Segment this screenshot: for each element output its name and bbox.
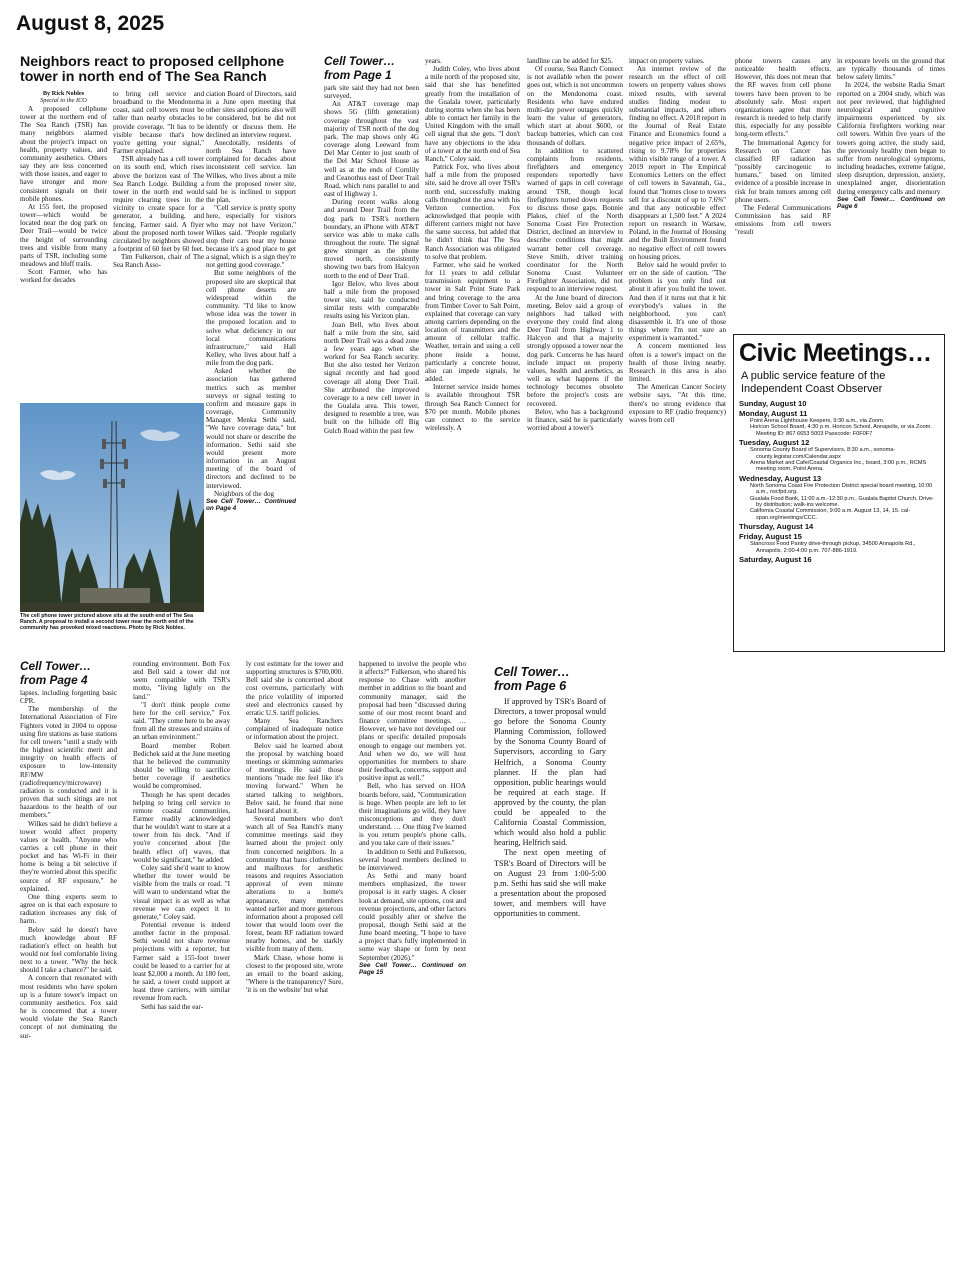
paragraph: Mark Chase, whose home is closest to the proposed site, wrote an email to the board asking, "Where is the transparency? Sure, 'it is on the website' but what — [246, 953, 343, 995]
paragraph: A concern mentioned less often is a tower's impact on the health of those living nearby. Research in this area is also limited. — [629, 342, 726, 384]
paragraph: Belov, who has a background in finance, said he is particularly worried about a tower's — [527, 407, 623, 433]
paragraph: Many Sea Ranchers complained of inadequate notice or information about the project. — [246, 717, 343, 742]
paragraph: Bell, who has served on HOA boards before, said, "Communication is huge. When people are left to let their imaginations go wild, they have misconceptions and they don't understand. … One thing I've learned is you return people's phone calls, and you take care of their issues." — [359, 782, 466, 848]
civic-subtitle: A public service feature of the Independent Coast Observer — [741, 370, 886, 395]
story-column-9 — [837, 57, 945, 330]
cell-tower-photo — [20, 403, 204, 612]
byline-name: By Rick Nobles — [42, 90, 85, 97]
paragraph: Several members who don't watch all of Sea Ranch's many committee meetings said they learned about the project only from concerned neighbors. In a community that bans clotheslines and mailboxes for aesthetic reasons and requires Association approval of even minute alterations to a home's appearance, many members wanted earlier and more generous information about a proposed cell tower that would loom over the forest, beam RF radiation toward nearby homes, and be starkly visible from many of them. — [246, 814, 343, 954]
jump-head — [20, 660, 117, 687]
paragraph: years. — [425, 57, 442, 65]
jump-head — [494, 665, 606, 693]
paragraph: Sethi has said the ear- — [141, 1002, 204, 1011]
paragraph: Judith Coley, who lives about a mile north of the proposed site, said that she has benefitted greatly from the installation of the Gualala tower, particularly during storms when she has been able to contact her family in the United Kingdom with the small cell signal that she gets. "I don't have any objections to the idea of a tower at the north end of Sea Ranch," Coley said. — [425, 65, 520, 163]
civic-item: Arena Market and Cafe/Coastal Organics Inc., board, 3:00 p.m., RCMS meeting room, Point Arena. — [750, 460, 927, 473]
paragraph: But some neighbors of the proposed site are skeptical that cell phone deserts are widespread within the community. "I'd like to know whose idea was the tower in the proposed location and to solve what deficiency in our local communications infrastructure," said Hall Kelley, who lives about half a mile from the dog park. — [206, 269, 296, 368]
paragraph: impact on property values. — [629, 57, 705, 65]
see-continued: See Cell Tower… Continued on Page 15 — [359, 961, 466, 977]
jump-head — [324, 55, 419, 82]
civic-meetings-box — [733, 334, 945, 652]
paragraph: In addition to scattered complaints from residents, firefighters and emergency responders reportedly have warned of gaps in cell coverage around TSR, though local firefighters turned down requests to discuss those gaps. Bonnie Plakos, chief of the North Sonoma Coast Fire Protection District, declined an interview to describe conditions that might warrant better cell coverage. Steve Smith, driver training coordinator for the North Sonoma Coast Volunteer Firefighter Association, did not respond to an interview request. — [527, 146, 623, 294]
paragraph: Belov said he learned about the proposal by watching board meetings or skimming summaries of meetings. He said those mentions "made me feel like it's moving forward." When he started talking to neighbors, Belov said, he found that none had heard about it. — [246, 741, 343, 815]
paragraph: A proposed cellphone tower at the northern end of The Sea Ranch (TSR) has many neighbors alarmed about the project's impact on health, property values, and community aesthetics. Others say they are less concerned with those issues, and eager to have stronger and more consistent signals on their mobile phones. — [20, 105, 107, 203]
civic-day: Wednesday, August 13 — [739, 473, 822, 483]
story-column-3 — [206, 90, 296, 632]
paragraph: At 155 feet, the proposed tower—which would be located near the dog park on Deer Trail—would be twice the height of surrounding trees and visible from many parts of TSR, including some meadows and bluff trails. — [20, 202, 107, 268]
continuation-column-3 — [246, 660, 343, 1272]
paragraph: Patrick Fox, who lives about half a mile from the proposed site, said he drove all over TSR's north end, successfully making calls throughout the area with his Verizon connection. Fox acknowledged that people with different carriers might not have the same success, but added that he didn't think that The Sea Ranch Association was obligated to solve that problem. — [425, 163, 520, 261]
story-column-1 — [20, 90, 107, 401]
paragraph: Igor Belov, who lives about half a mile from the proposed tower site, said he conducted similar tests with comparable results using his Verizon plan. — [324, 279, 419, 321]
paragraph: If approved by TSR's Board of Directors, a tower proposal would go before the Sonoma County Planning Commission, followed by the Sonoma County Board of Supervisors, according to Gary Helfrich, a Sonoma County planner. If the plan had opposition, public hearings would be required at each stage. If approved by the county, the plan could be appealed to the California Coastal Commission, which would also hold a public hearing, Helfrich said. — [494, 697, 606, 848]
paragraph: In addition to Sethi and Fulkerson, several board members declined to be interviewed. — [359, 847, 466, 872]
paragraph: Asked whether the association has gathered metrics such as member surveys or signal testing to confirm and measure gaps in coverage, Community Manager Menka Sethi said, "We have coverage data," but would not share or describe the information. Sethi said she would present more information in an August meeting of the board of directors and declined to be interviewed. — [206, 367, 296, 490]
story-column-4 — [324, 55, 419, 655]
photo-caption: The cell phone tower pictured above sits at the south end of The Sea Ranch. A proposal to install a second tower near the north end of the community has provoked mixed reactions. Photo by Rick Nobles. — [20, 613, 194, 631]
story-column-2 — [113, 90, 204, 401]
paragraph: The next open meeting of TSR's Board of Directors will be on August 23 from 1:00-5:00 p.m. Sethi has said she will make a presentation about the proposed tower, and members will have opportunities to comment. — [494, 848, 606, 918]
paragraph: in exposure levels on the ground that are typically thousands of times below safety limits." — [837, 57, 945, 82]
jump-head-title: Cell Tower… — [20, 660, 92, 673]
see-continued: See Cell Tower… Continued on Page 4 — [206, 497, 296, 513]
continuation-column-5 — [494, 665, 606, 1045]
paragraph: Neighbors of the dog — [214, 489, 275, 498]
paragraph: Joan Bell, who lives about half a mile from the site, said north Deer Trail was a dead zone a few years ago when she worked for Sea Ranch security. But she also tested her Verizon signal recently and had good coverage all along Deer Trail. She attributed the improved coverage to a new cell tower in the Gualala area. This tower, designed to resemble a tree, was built on the hillside off Big Gulch Road within the past few — [324, 320, 419, 435]
paragraph: In 2024, the website Radia Smart reported on a 2004 study, which was not peer reviewed, that highlighted neurological and cognitive impairments experienced by six California firefighters working near cell towers. Within five years of the towers going active, the study said, the previously healthy men began to suffer from neurological symptoms, including headaches, extreme fatigue, sleep disruption, depression, anxiety, unexplained anger, disorientation during emergency calls and memory — [837, 81, 945, 196]
paragraph: rounding environment. Both Fox and Bell said a tower did not seem compatible with TSR's motto, "living lightly on the land." — [133, 660, 230, 701]
paragraph: landline can be added for $25. — [527, 57, 613, 65]
paragraph: One thing experts seem to agree on is that each exposure to radiation increases any risk of harm. — [20, 892, 117, 926]
edition-date: August 8, 2025 — [16, 12, 165, 35]
civic-title: Civic Meetings… — [739, 339, 932, 367]
civic-day: Tuesday, August 12 — [739, 438, 810, 448]
byline-role: Special to the ICO — [40, 97, 87, 104]
paragraph: The membership of the International Association of Fire Fighters voted in 2004 to oppose using fire stations as base stations for cell towers "until a study with the highest scientific merit and integrity on health effects of exposure to low-intensity RF/MW (radiofrequency/microwave) radiation is conducted and it is proven that such sitings are not hazardous to the health of our members." — [20, 705, 117, 820]
jump-head-page: from Page 1 — [324, 67, 392, 82]
civic-day: Friday, August 15 — [739, 532, 802, 542]
civic-item: Horicon School Board, 4:30 p.m. Horicon School, Annapolis, or via Zoom. Meeting ID: 867 6653 5003 Passcode: F0F0F7 — [750, 424, 932, 437]
civic-day: Sunday, August 10 — [739, 399, 807, 408]
paragraph: Anecdotally, residents of north Sea Ranch have complained for decades about inconsistent cell service. Ian Wilkes, who lives about a mile from the proposed tower site, said he is inclined to support the plan. — [206, 138, 296, 205]
story-column-5 — [425, 57, 520, 655]
paragraph: phone towers causes any noticeable health effects. However, this does not mean that the RF waves from cell phone towers have been proven to be absolutely safe. Most expert organizations agree that more research is needed to help clarify this, especially for any possible long-term effects." — [735, 57, 831, 139]
paragraph: Scott Farmer, who has worked for decades — [20, 268, 107, 285]
civic-item: Gualala Food Bank, 11:00 a.m.-12:30 p.m., Gualala Baptist Church. Drive-by distribution; walk-ins welcome. — [750, 495, 934, 509]
continuation-column-1 — [20, 660, 117, 1272]
civic-day: Thursday, August 14 — [739, 522, 814, 532]
paragraph: Wilkes said he didn't believe a tower would affect property values or health. "Anyone who carries a cell phone in their pocket and has Wi-Fi in their home is being a bit selective if they're worried about this specific source of RF exposure," he explained. — [20, 819, 117, 893]
jump-head-page: from Page 6 — [494, 679, 567, 693]
civic-day: Saturday, August 16 — [739, 555, 812, 565]
paragraph: Tim Fulkerson, chair of The Sea Ranch Asso- — [113, 253, 204, 270]
paragraph: Coley said she'd want to know whether the tower would be visible from the trails or road. "I will want to understand what the visual impact is as well as what revenue we can expect it to generate," Coley said. — [133, 863, 230, 921]
paragraph: The Federal Communications Commission has said RF emissions from cell towers "result — [735, 203, 831, 237]
cell-tower-image — [20, 403, 204, 612]
paragraph: ly cost estimate for the tower and supporting structures is $700,000. Bell said she is concerned about cost overruns, particularly with the price volatility of imported steel and electronics caused by erratic U.S. tariff policies. — [246, 660, 343, 717]
story-column-7 — [629, 57, 726, 655]
paragraph: park site said they had not been surveyed. — [324, 84, 419, 101]
paragraph: An internet review of the research on the effect of cell towers on property values shows mixed results, with several studies finding modest to substantial impacts, and others finding no effect. A 2018 report in the Journal of Real Estate Finance and Economics found a negative price impact of 2.65%, rising to 9.78% for properties within visible range of a tower. A 2019 report in The Empirical Economics Letters on the effect of cell towers in Savannah, Ga., found that "homes close to towers sell for a discount of up to 7.6%" and that any noticeable effect disappears at 1,500 feet." A 2024 report on research in Warsaw, Poland, in the Journal of Housing and the Built Environment found no negative effect of cell towers on housing prices. — [629, 65, 726, 261]
paragraph: The International Agency for Research on Cancer has classified RF radiation as "possibly carcinogenic to humans," based on limited evidence of a possible increase in risk for brain tumors among cell phone users. — [735, 138, 831, 204]
paragraph: Board member Robert Bedichek said at the June meeting that he believed the community should be willing to sacrifice better coverage if aesthetics would be compromised. — [133, 741, 230, 791]
jump-head-title: Cell Tower… — [494, 665, 570, 679]
civic-day: Monday, August 11 — [739, 409, 808, 418]
paragraph: At the June board of directors meeting, Belov said a group of neighbors had talked with everyone they could find along Deer Trail from Highway 1 to Halcyon and that a majority strongly opposed a tower near the dog park. Concerns he has heard include impact on property values, health and aesthetics, as well as what happens if the technology becomes obsolete before the project's costs are recovered. — [527, 293, 623, 408]
story-headline: Neighbors react to proposed cellphone tower in north end of The Sea Ranch — [20, 54, 285, 85]
paragraph: to bring cell service and broadband to the Mendonoma coast, said cell towers must be taller than nearby obstacles to provide coverage. "It has to be visible because that's how you're getting your signal," Farmer explained. — [113, 90, 204, 156]
jump-head-page: from Page 4 — [20, 672, 88, 687]
paragraph: happened to involve the people who it affects?" Fulkerson, who shared his response to Chase with another member in addition to the board and community manager, said the proposal had been "discussed during some of our most recent board and finance committee meetings. … However, we have not developed our plans or specific detailed proposals enough to engage our members yet. And when we do, we will host opportunities for members to share their feedback, concerns, support and positive input as well." — [359, 660, 466, 783]
jump-head-title: Cell Tower… — [324, 55, 396, 68]
continuation-column-2 — [133, 660, 230, 1272]
see-continued: See Cell Tower… Continued on Page 6 — [837, 195, 945, 211]
paragraph: Belov said he would prefer to err on the side of caution. "The problem is you only find out about it after you build the tower. And then if it turns out that it hit everybody's values in the neighborhood, you can't disassemble it. It's one of those things where I'm not sure an experiment is warranted." — [629, 260, 726, 343]
paragraph: Internet service inside homes is available throughout TSR through Sea Ranch Connect for $70 per month. Mobile phones can connect to the service wirelessly. A — [425, 383, 520, 433]
paragraph: TSR already has a cell tower on its south end, which rises above the horizon east of The Sea Ranch Lodge. Building a tower in the north end would require clearing trees in the vicinity to create space for a generator, a building, and fencing, Farmer said. A flyer about the proposed north tower circulated by neighbors showed a footprint of 60 feet by 60 feet. — [113, 155, 204, 253]
paragraph: Belov said he doesn't have much knowledge about RF radiation's effect on health but would not feel comfortable living next to a tower. "Why the heck should I take a chance?" he said. — [20, 925, 117, 975]
paragraph: An AT&T coverage map shows 5G (fifth generation) coverage throughout the vast majority of TSR north of the dog park. The map shows only 4G coverage along Leeward from Del Mar Center to just south of the Del Mar School House as well as at the ends of Cornlily and Ceanothus east of Deer Trail Road, which runs parallel to and east of Highway 1. — [324, 100, 419, 199]
paragraph: Though he has spent decades helping to bring cell service to remote coastal communities, Farmer readily acknowledged that he wouldn't want to stare at a tower from his deck. "And if you're concerned about [the health effect of] waves, that would be significant," he added. — [133, 790, 230, 864]
civic-item: Sonoma County Board of Supervisors, 8:30 a.m., sonoma-county.legistar.com/Calendar.aspx — [750, 447, 896, 460]
paragraph: lapses, including forgetting basic CPR. — [20, 689, 117, 706]
continuation-column-4 — [359, 660, 466, 1272]
civic-item: California Coastal Commission, 9:00 a.m. August 13, 14, 15. cal-span.org/meetings/CCC. — [750, 508, 911, 521]
paragraph: A concern that resonated with most residents who have spoken up is a future tower's impact on community aesthetics. Fox said he is concerned that a tower would violate the Sea Ranch concept of not dominating the sur- — [20, 974, 117, 1040]
paragraph: Farmer, who said he worked for 11 years to add cellular transmission equipment to a tower in Salt Point State Park and bring coverage to the area from Timber Cover to Salt Point, explained that coverage can vary among carriers depending on the location of transmitters and the amount of cellular traffic. Weather, terrain and using a cell phone inside a house, particularly a concrete house, also can impede signals, he added. — [425, 260, 520, 384]
civic-item: Point Arena Lighthouse Keepers, 9:30 a.m., via Zoom. — [750, 418, 885, 424]
story-column-8 — [735, 57, 831, 330]
civic-item: North Sonoma Coast Fire Protection District special board meeting, 10:00 a.m., nscfpd.org. — [750, 482, 933, 496]
paragraph: "I don't think people come here for the cell service," Fox said. "They come here to be away from all the stresses and strains of an urban environment." — [133, 700, 230, 742]
civic-item: Stancross Food Pantry drive-through pickup, 34500 Annapolis Rd., Annapolis. 2:00-4:00 p.m. 707-886-1919. — [750, 541, 916, 554]
paragraph: ciation Board of Directors, said in a June open meeting that other sites and options also will be considered, but he did not identify or discuss them. He declined an interview request. — [206, 90, 296, 139]
paragraph: The American Cancer Society website says, "At this time, there's no strong evidence that exposure to RF (radio frequency) waves from cell — [629, 383, 726, 424]
paragraph: Potential revenue is indeed another factor in the proposal. Sethi would not share revenue projections with a reporter, but Farmer said a 155-foot tower could be leased to a carrier for at least $2,000 a month. At 180 feet, he said, a tower could support at least three carriers, with similar revenue from each. — [133, 921, 230, 1003]
paragraph: "Cell service is pretty spotty here, especially for visitors who may not have Verizon," Wilkes said. "People regularly stop their cars near my house because it's a good place to get a signal, which is a sign they're not getting good coverage." — [206, 204, 296, 270]
paragraph: During recent walks along and around Deer Trail from the dog park to TSR's northern boundary, an iPhone with AT&T service was able to make calls throughout the route. The signal grew stronger as the phone moved north, consistently showing two bars from Halcyon north to the end of Deer Trail. — [324, 198, 419, 280]
paragraph: As Sethi and many board members emphasized, the tower proposal is in early stages. A closer look at demand, site options, cost and revenue projections, and other factors could possibly alter or shelve the proposal, though Sethi said at the June board meeting, "I hope to have a project that's fully implemented in some way shape or form by next September (2026)." — [359, 872, 466, 962]
paragraph: Of course, Sea Ranch Connect is not available when the power goes out, which is not uncommon on the Mendonoma coast. Residents who have endured multi-day power outages quickly learn the value of generators, which start at about $600, or backup batteries, which can cost thousands of dollars. — [527, 65, 623, 147]
byline — [20, 90, 107, 104]
story-column-6 — [527, 57, 623, 655]
